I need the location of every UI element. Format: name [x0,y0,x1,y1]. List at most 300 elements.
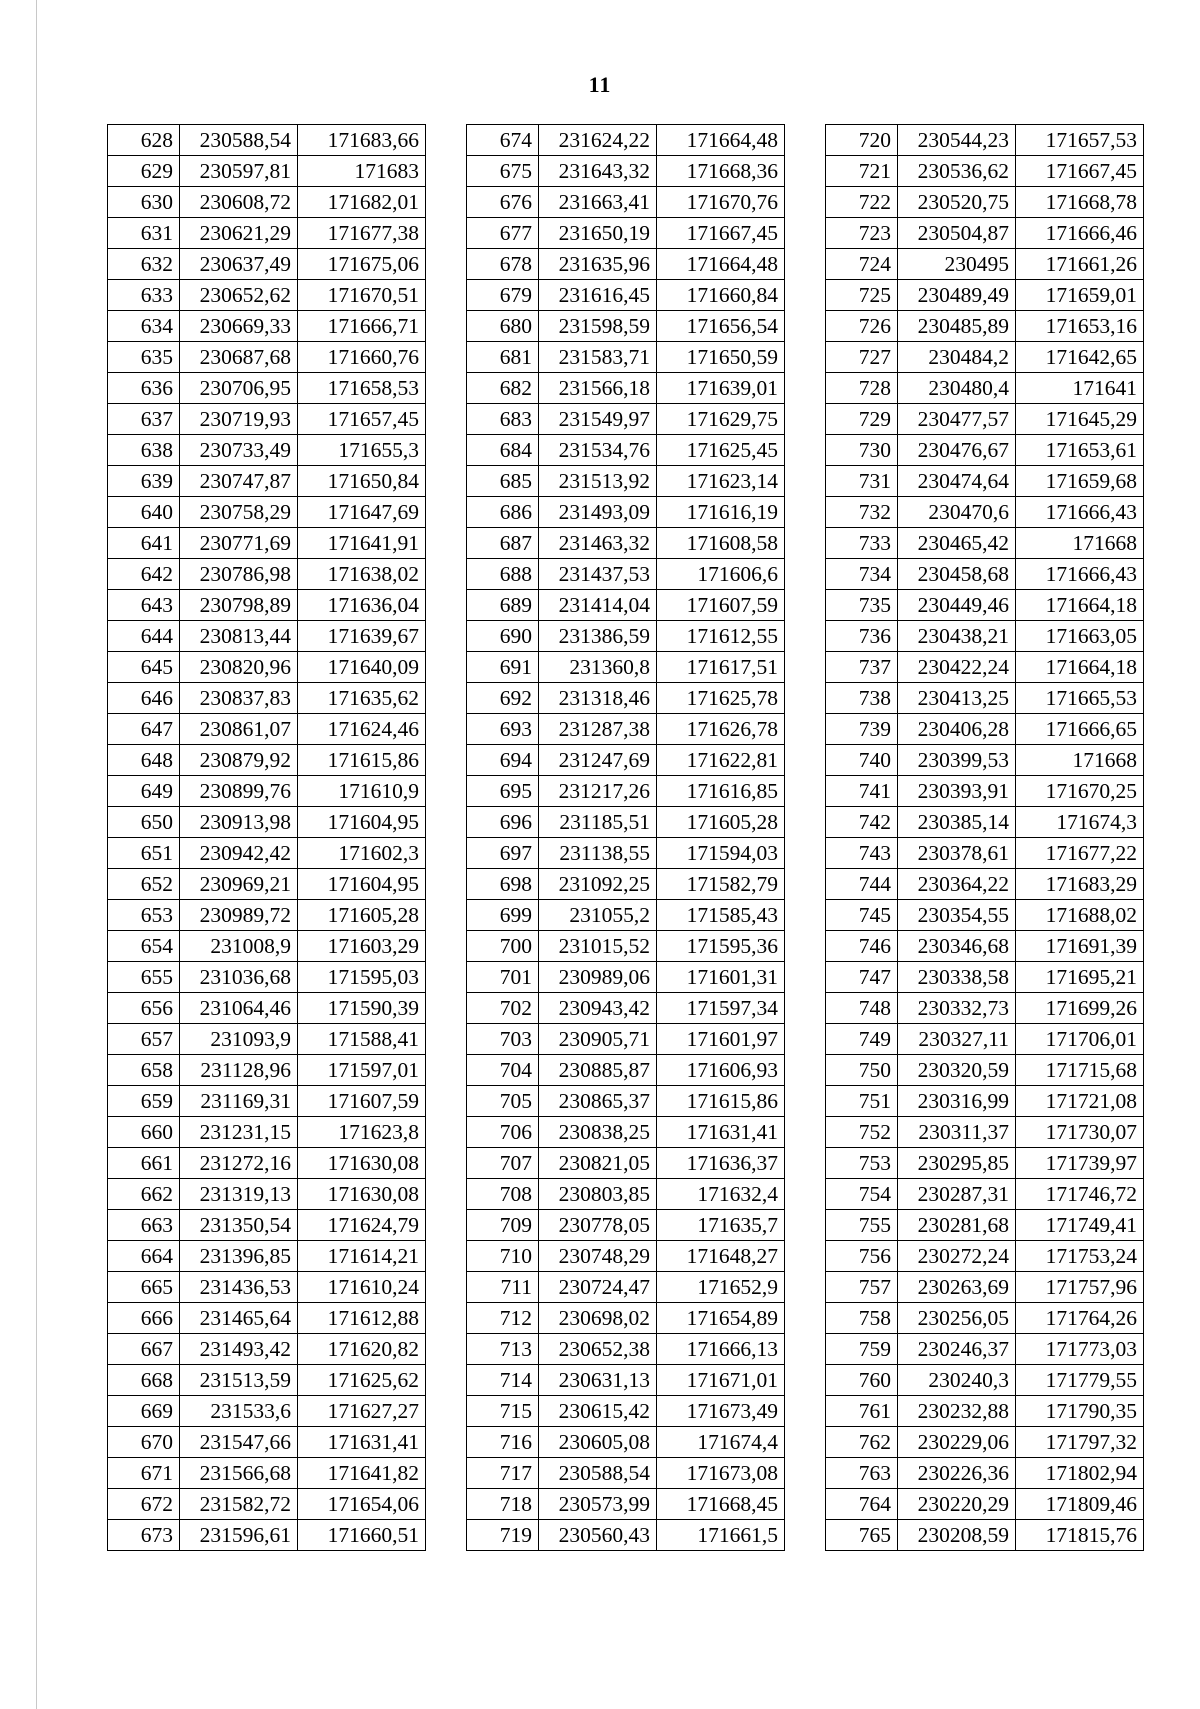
x-coordinate-cell: 230480,4 [898,373,1016,404]
point-number-cell: 709 [467,1210,539,1241]
x-coordinate-cell: 230520,75 [898,187,1016,218]
point-number-cell: 670 [108,1427,180,1458]
x-coordinate-cell: 230220,29 [898,1489,1016,1520]
y-coordinate-cell: 171638,02 [298,559,426,590]
x-coordinate-cell: 230378,61 [898,838,1016,869]
x-coordinate-cell: 231231,15 [180,1117,298,1148]
x-coordinate-cell: 230605,08 [539,1427,657,1458]
x-coordinate-cell: 231169,31 [180,1086,298,1117]
table-row [108,652,426,683]
point-number-cell: 715 [467,1396,539,1427]
table-row [826,125,1144,156]
point-number-cell: 755 [826,1210,898,1241]
table-body [467,125,785,1551]
point-number-cell: 652 [108,869,180,900]
table-row [467,187,785,218]
y-coordinate-cell: 171629,75 [657,404,785,435]
table-row [467,466,785,497]
coordinates-table-3 [825,124,1144,1551]
y-coordinate-cell: 171749,41 [1016,1210,1144,1241]
y-coordinate-cell: 171604,95 [298,869,426,900]
table-row [108,1117,426,1148]
point-number-cell: 733 [826,528,898,559]
x-coordinate-cell: 230316,99 [898,1086,1016,1117]
table-row [108,1272,426,1303]
point-number-cell: 742 [826,807,898,838]
table-row [467,1241,785,1272]
table-row [826,683,1144,714]
x-coordinate-cell: 231663,41 [539,187,657,218]
point-number-cell: 728 [826,373,898,404]
y-coordinate-cell: 171582,79 [657,869,785,900]
y-coordinate-cell: 171675,06 [298,249,426,280]
table-row [826,1086,1144,1117]
y-coordinate-cell: 171625,62 [298,1365,426,1396]
table-row [108,1303,426,1334]
x-coordinate-cell: 230272,24 [898,1241,1016,1272]
y-coordinate-cell: 171668 [1016,528,1144,559]
y-coordinate-cell: 171639,67 [298,621,426,652]
point-number-cell: 718 [467,1489,539,1520]
x-coordinate-cell: 231138,55 [539,838,657,869]
point-number-cell: 629 [108,156,180,187]
x-coordinate-cell: 230536,62 [898,156,1016,187]
coordinates-table-1 [107,124,426,1551]
table-row [826,652,1144,683]
y-coordinate-cell: 171655,3 [298,435,426,466]
point-number-cell: 664 [108,1241,180,1272]
point-number-cell: 711 [467,1272,539,1303]
y-coordinate-cell: 171667,45 [657,218,785,249]
y-coordinate-cell: 171606,6 [657,559,785,590]
y-coordinate-cell: 171631,41 [298,1427,426,1458]
point-number-cell: 681 [467,342,539,373]
table-row [108,435,426,466]
table-row [108,466,426,497]
x-coordinate-cell: 230413,25 [898,683,1016,714]
table-row [467,1396,785,1427]
table-row [826,311,1144,342]
y-coordinate-cell: 171641 [1016,373,1144,404]
y-coordinate-cell: 171616,85 [657,776,785,807]
point-number-cell: 676 [467,187,539,218]
point-number-cell: 698 [467,869,539,900]
x-coordinate-cell: 231350,54 [180,1210,298,1241]
table-row [467,559,785,590]
x-coordinate-cell: 230476,67 [898,435,1016,466]
x-coordinate-cell: 230458,68 [898,559,1016,590]
y-coordinate-cell: 171666,71 [298,311,426,342]
x-coordinate-cell: 230905,71 [539,1024,657,1055]
x-coordinate-cell: 231436,53 [180,1272,298,1303]
y-coordinate-cell: 171653,16 [1016,311,1144,342]
table-row [467,714,785,745]
point-number-cell: 736 [826,621,898,652]
y-coordinate-cell: 171606,93 [657,1055,785,1086]
table-row [467,218,785,249]
point-number-cell: 634 [108,311,180,342]
point-number-cell: 691 [467,652,539,683]
y-coordinate-cell: 171614,21 [298,1241,426,1272]
point-number-cell: 719 [467,1520,539,1551]
point-number-cell: 703 [467,1024,539,1055]
point-number-cell: 656 [108,993,180,1024]
x-coordinate-cell: 231093,9 [180,1024,298,1055]
x-coordinate-cell: 231092,25 [539,869,657,900]
x-coordinate-cell: 230364,22 [898,869,1016,900]
x-coordinate-cell: 231437,53 [539,559,657,590]
y-coordinate-cell: 171815,76 [1016,1520,1144,1551]
x-coordinate-cell: 230969,21 [180,869,298,900]
x-coordinate-cell: 230240,3 [898,1365,1016,1396]
point-number-cell: 661 [108,1148,180,1179]
x-coordinate-cell: 230406,28 [898,714,1016,745]
table-row [467,280,785,311]
point-number-cell: 763 [826,1458,898,1489]
y-coordinate-cell: 171604,95 [298,807,426,838]
x-coordinate-cell: 231463,32 [539,528,657,559]
table-row [826,528,1144,559]
point-number-cell: 653 [108,900,180,931]
y-coordinate-cell: 171610,9 [298,776,426,807]
point-number-cell: 761 [826,1396,898,1427]
x-coordinate-cell: 230989,72 [180,900,298,931]
x-coordinate-cell: 230637,49 [180,249,298,280]
y-coordinate-cell: 171625,78 [657,683,785,714]
table-body [826,125,1144,1551]
y-coordinate-cell: 171668 [1016,745,1144,776]
x-coordinate-cell: 230719,93 [180,404,298,435]
x-coordinate-cell: 231128,96 [180,1055,298,1086]
x-coordinate-cell: 230287,31 [898,1179,1016,1210]
point-number-cell: 748 [826,993,898,1024]
y-coordinate-cell: 171739,97 [1016,1148,1144,1179]
table-row [826,404,1144,435]
table-row [826,373,1144,404]
x-coordinate-cell: 230652,62 [180,280,298,311]
x-coordinate-cell: 230778,05 [539,1210,657,1241]
x-coordinate-cell: 230942,42 [180,838,298,869]
point-number-cell: 764 [826,1489,898,1520]
y-coordinate-cell: 171594,03 [657,838,785,869]
point-number-cell: 751 [826,1086,898,1117]
x-coordinate-cell: 230733,49 [180,435,298,466]
y-coordinate-cell: 171658,53 [298,373,426,404]
y-coordinate-cell: 171645,29 [1016,404,1144,435]
point-number-cell: 640 [108,497,180,528]
y-coordinate-cell: 171617,51 [657,652,785,683]
x-coordinate-cell: 230208,59 [898,1520,1016,1551]
x-coordinate-cell: 230484,2 [898,342,1016,373]
point-number-cell: 702 [467,993,539,1024]
point-number-cell: 737 [826,652,898,683]
x-coordinate-cell: 230865,37 [539,1086,657,1117]
x-coordinate-cell: 230332,73 [898,993,1016,1024]
table-row [108,1489,426,1520]
x-coordinate-cell: 231547,66 [180,1427,298,1458]
table-row [826,1458,1144,1489]
point-number-cell: 690 [467,621,539,652]
y-coordinate-cell: 171607,59 [298,1086,426,1117]
y-coordinate-cell: 171664,48 [657,249,785,280]
point-number-cell: 695 [467,776,539,807]
y-coordinate-cell: 171612,55 [657,621,785,652]
y-coordinate-cell: 171660,51 [298,1520,426,1551]
y-coordinate-cell: 171673,08 [657,1458,785,1489]
table-row [108,342,426,373]
table-row [108,1179,426,1210]
y-coordinate-cell: 171623,8 [298,1117,426,1148]
point-number-cell: 631 [108,218,180,249]
table-row [467,1427,785,1458]
point-number-cell: 707 [467,1148,539,1179]
table-row [826,342,1144,373]
point-number-cell: 682 [467,373,539,404]
x-coordinate-cell: 230989,06 [539,962,657,993]
table-row [108,1365,426,1396]
table-row [467,993,785,1024]
table-row [108,528,426,559]
point-number-cell: 651 [108,838,180,869]
x-coordinate-cell: 230687,68 [180,342,298,373]
table-row [467,342,785,373]
x-coordinate-cell: 231055,2 [539,900,657,931]
x-coordinate-cell: 230706,95 [180,373,298,404]
x-coordinate-cell: 230346,68 [898,931,1016,962]
table-row [826,745,1144,776]
point-number-cell: 714 [467,1365,539,1396]
y-coordinate-cell: 171660,76 [298,342,426,373]
table-row [467,497,785,528]
table-row [467,962,785,993]
x-coordinate-cell: 230295,85 [898,1148,1016,1179]
point-number-cell: 632 [108,249,180,280]
point-number-cell: 750 [826,1055,898,1086]
y-coordinate-cell: 171683,29 [1016,869,1144,900]
x-coordinate-cell: 230385,14 [898,807,1016,838]
table-row [826,1024,1144,1055]
x-coordinate-cell: 231549,97 [539,404,657,435]
x-coordinate-cell: 231583,71 [539,342,657,373]
x-coordinate-cell: 230821,05 [539,1148,657,1179]
y-coordinate-cell: 171666,13 [657,1334,785,1365]
table-row [826,1117,1144,1148]
point-number-cell: 628 [108,125,180,156]
y-coordinate-cell: 171602,3 [298,838,426,869]
table-row [467,1365,785,1396]
y-coordinate-cell: 171654,06 [298,1489,426,1520]
y-coordinate-cell: 171601,31 [657,962,785,993]
x-coordinate-cell: 230449,46 [898,590,1016,621]
point-number-cell: 746 [826,931,898,962]
x-coordinate-cell: 230885,87 [539,1055,657,1086]
x-coordinate-cell: 231272,16 [180,1148,298,1179]
point-number-cell: 645 [108,652,180,683]
table-row [826,1489,1144,1520]
point-number-cell: 635 [108,342,180,373]
point-number-cell: 648 [108,745,180,776]
table-row [108,838,426,869]
point-number-cell: 678 [467,249,539,280]
y-coordinate-cell: 171610,24 [298,1272,426,1303]
x-coordinate-cell: 230879,92 [180,745,298,776]
y-coordinate-cell: 171612,88 [298,1303,426,1334]
point-number-cell: 649 [108,776,180,807]
point-number-cell: 717 [467,1458,539,1489]
point-number-cell: 667 [108,1334,180,1365]
point-number-cell: 644 [108,621,180,652]
x-coordinate-cell: 230820,96 [180,652,298,683]
table-row [826,1520,1144,1551]
x-coordinate-cell: 231008,9 [180,931,298,962]
x-coordinate-cell: 231493,42 [180,1334,298,1365]
table-row [826,497,1144,528]
x-coordinate-cell: 231217,26 [539,776,657,807]
y-coordinate-cell: 171620,82 [298,1334,426,1365]
x-coordinate-cell: 230226,36 [898,1458,1016,1489]
x-coordinate-cell: 231396,85 [180,1241,298,1272]
x-coordinate-cell: 230256,05 [898,1303,1016,1334]
x-coordinate-cell: 230758,29 [180,497,298,528]
table-row [467,373,785,404]
point-number-cell: 762 [826,1427,898,1458]
point-number-cell: 713 [467,1334,539,1365]
table-row [108,156,426,187]
y-coordinate-cell: 171605,28 [657,807,785,838]
point-number-cell: 722 [826,187,898,218]
table-row [826,590,1144,621]
x-coordinate-cell: 230474,64 [898,466,1016,497]
x-coordinate-cell: 230422,24 [898,652,1016,683]
table-row [108,218,426,249]
y-coordinate-cell: 171699,26 [1016,993,1144,1024]
point-number-cell: 660 [108,1117,180,1148]
x-coordinate-cell: 230573,99 [539,1489,657,1520]
x-coordinate-cell: 231566,18 [539,373,657,404]
table-row [467,1489,785,1520]
point-number-cell: 679 [467,280,539,311]
table-row [467,1520,785,1551]
point-number-cell: 732 [826,497,898,528]
x-coordinate-cell: 230652,38 [539,1334,657,1365]
point-number-cell: 747 [826,962,898,993]
table-row [467,1303,785,1334]
y-coordinate-cell: 171790,35 [1016,1396,1144,1427]
x-coordinate-cell: 231319,13 [180,1179,298,1210]
table-row [467,1458,785,1489]
y-coordinate-cell: 171624,79 [298,1210,426,1241]
table-row [108,1055,426,1086]
point-number-cell: 669 [108,1396,180,1427]
point-number-cell: 730 [826,435,898,466]
y-coordinate-cell: 171615,86 [298,745,426,776]
point-number-cell: 725 [826,280,898,311]
table-row [826,621,1144,652]
x-coordinate-cell: 231318,46 [539,683,657,714]
x-coordinate-cell: 230747,87 [180,466,298,497]
x-coordinate-cell: 230485,89 [898,311,1016,342]
x-coordinate-cell: 231616,45 [539,280,657,311]
y-coordinate-cell: 171674,4 [657,1427,785,1458]
point-number-cell: 642 [108,559,180,590]
point-number-cell: 760 [826,1365,898,1396]
y-coordinate-cell: 171746,72 [1016,1179,1144,1210]
y-coordinate-cell: 171667,45 [1016,156,1144,187]
point-number-cell: 633 [108,280,180,311]
y-coordinate-cell: 171625,45 [657,435,785,466]
x-coordinate-cell: 231650,19 [539,218,657,249]
point-number-cell: 666 [108,1303,180,1334]
point-number-cell: 671 [108,1458,180,1489]
table-row [467,1179,785,1210]
table-row [826,1303,1144,1334]
point-number-cell: 685 [467,466,539,497]
point-number-cell: 704 [467,1055,539,1086]
table-row [467,1086,785,1117]
point-number-cell: 694 [467,745,539,776]
table-row [108,776,426,807]
table-row [826,776,1144,807]
point-number-cell: 657 [108,1024,180,1055]
y-coordinate-cell: 171590,39 [298,993,426,1024]
table-row [467,1117,785,1148]
y-coordinate-cell: 171673,49 [657,1396,785,1427]
y-coordinate-cell: 171683 [298,156,426,187]
table-row [826,869,1144,900]
point-number-cell: 639 [108,466,180,497]
x-coordinate-cell: 230861,07 [180,714,298,745]
y-coordinate-cell: 171764,26 [1016,1303,1144,1334]
y-coordinate-cell: 171657,45 [298,404,426,435]
table-row [467,652,785,683]
x-coordinate-cell: 231360,8 [539,652,657,683]
x-coordinate-cell: 230943,42 [539,993,657,1024]
y-coordinate-cell: 171647,69 [298,497,426,528]
point-number-cell: 749 [826,1024,898,1055]
table-row [467,869,785,900]
table-row [108,993,426,1024]
y-coordinate-cell: 171674,3 [1016,807,1144,838]
x-coordinate-cell: 231635,96 [539,249,657,280]
point-number-cell: 765 [826,1520,898,1551]
y-coordinate-cell: 171668,78 [1016,187,1144,218]
page-margin-line [36,0,37,1709]
x-coordinate-cell: 231596,61 [180,1520,298,1551]
y-coordinate-cell: 171753,24 [1016,1241,1144,1272]
x-coordinate-cell: 231185,51 [539,807,657,838]
y-coordinate-cell: 171639,01 [657,373,785,404]
point-number-cell: 723 [826,218,898,249]
x-coordinate-cell: 231582,72 [180,1489,298,1520]
table-row [826,559,1144,590]
point-number-cell: 675 [467,156,539,187]
y-coordinate-cell: 171641,91 [298,528,426,559]
y-coordinate-cell: 171654,89 [657,1303,785,1334]
point-number-cell: 673 [108,1520,180,1551]
x-coordinate-cell: 231534,76 [539,435,657,466]
point-number-cell: 756 [826,1241,898,1272]
table-row [108,1396,426,1427]
x-coordinate-cell: 230588,54 [180,125,298,156]
point-number-cell: 677 [467,218,539,249]
table-row [826,218,1144,249]
table-row [467,1210,785,1241]
point-number-cell: 712 [467,1303,539,1334]
y-coordinate-cell: 171588,41 [298,1024,426,1055]
y-coordinate-cell: 171706,01 [1016,1024,1144,1055]
y-coordinate-cell: 171626,78 [657,714,785,745]
point-number-cell: 650 [108,807,180,838]
